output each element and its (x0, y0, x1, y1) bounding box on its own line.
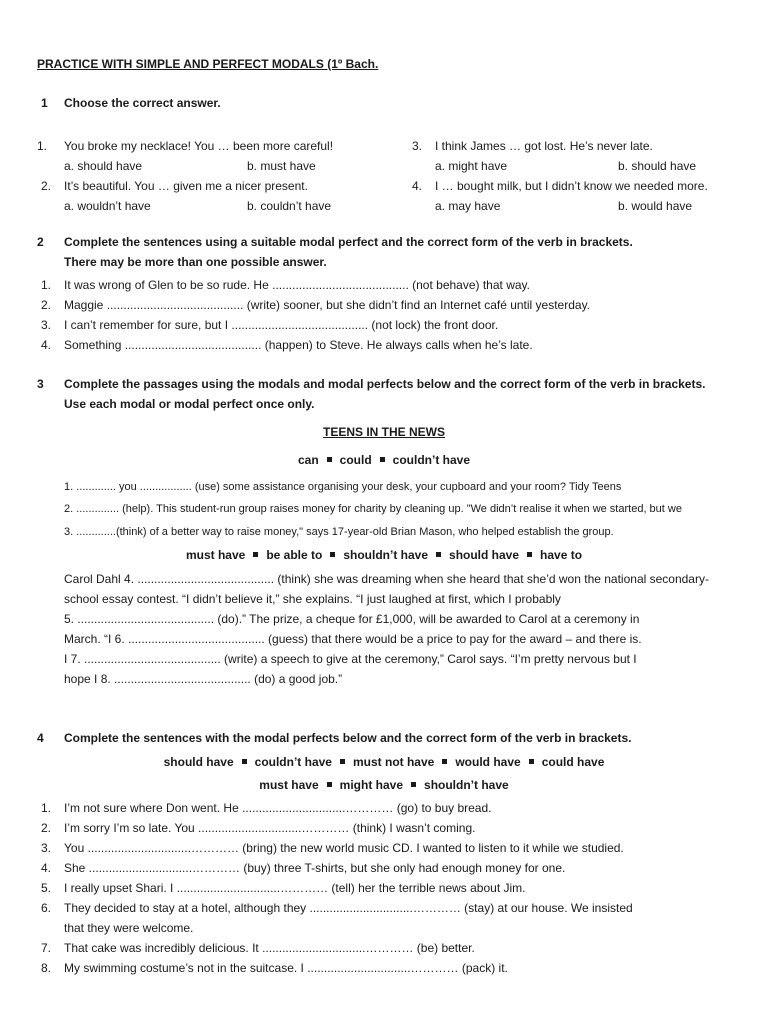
item-sentence: I’m not sure where Don went. He ...............................………… (go) to buy bread. (64, 801, 492, 815)
item-number: 7. (41, 941, 52, 955)
word-box-item: be able to (266, 548, 323, 562)
item-sentence: Something ......................................... (happen) to Steve. He always calls when he’s late. (64, 338, 533, 352)
option-a: a. should have (64, 159, 143, 173)
passage-line: March. “I 6. ......................................... (guess) that there would be a price to pay for the award – and there is. (64, 632, 642, 646)
option-b: b. must have (247, 159, 316, 173)
option-b: b. would have (618, 199, 693, 213)
ex2-instruction-note: There may be more than one possible answer. (64, 255, 327, 269)
item-number: 5. (41, 881, 52, 895)
square-bullet-icon (527, 552, 532, 557)
item-sentence: I’m sorry I’m so late. You ...............................………… (think) I wasn’t coming. (64, 821, 476, 835)
word-box-item: could have (541, 755, 605, 769)
item-number: 4. (412, 179, 423, 193)
item-sentence: You ...............................………… (bring) the new world music CD. I wanted to listen to it while we studied. (64, 841, 624, 855)
item-number: 3. (412, 139, 423, 153)
word-box-item: can (297, 453, 319, 467)
passage-line: 2. .............. (help). This student-run group raises money for charity by cleaning up. "We didn’t realise it when we started, but we (64, 503, 682, 515)
passage-line: Carol Dahl 4. ......................................... (think) she was dreaming when she heard that she’d won the national secondary- (64, 572, 709, 586)
ex4-number: 4 (37, 731, 44, 745)
passage-heading: TEENS IN THE NEWS (322, 425, 445, 439)
item-number: 1. (41, 801, 52, 815)
square-bullet-icon (242, 759, 247, 764)
square-bullet-icon (327, 457, 332, 462)
word-box (0, 548, 768, 562)
word-box-item: could (339, 453, 372, 467)
word-box-item: must have (185, 548, 246, 562)
item-question: It’s beautiful. You … given me a nicer present. (64, 179, 308, 193)
ex1-number: 1 (41, 96, 48, 110)
option-b: b. couldn’t have (247, 199, 332, 213)
ex4-instruction: Complete the sentences with the modal perfects below and the correct form of the verb in brackets. (64, 731, 632, 745)
page-title: PRACTICE WITH SIMPLE AND PERFECT MODALS (1º Bach. (37, 57, 379, 71)
passage-line: 5. ......................................... (do).” The prize, a cheque for £1,000, will be awarded to Carol at a ceremony in (64, 612, 640, 626)
item-sentence: That cake was incredibly delicious. It ...............................………… (be) better. (64, 941, 475, 955)
item-number: 4. (41, 338, 52, 352)
square-bullet-icon (442, 759, 447, 764)
item-number: 8. (41, 961, 52, 975)
item-number: 2. (41, 821, 52, 835)
item-sentence-continued: that they were welcome. (64, 921, 194, 935)
item-number: 4. (41, 861, 52, 875)
option-a: a. may have (435, 199, 501, 213)
passage-line: 3. .............(think) of a better way to raise money," says 17-year-old Brian Mason, who helped establish the group. (64, 526, 614, 538)
item-sentence: They decided to stay at a hotel, although they ...............................………… (stay) at our house. We insisted (64, 901, 633, 915)
word-box-item: couldn’t have (392, 453, 471, 467)
option-b: b. should have (618, 159, 697, 173)
ex1-instruction: Choose the correct answer. (64, 96, 221, 110)
item-number: 2. (41, 179, 52, 193)
ex3-number: 3 (37, 377, 44, 391)
item-number: 1. (37, 139, 48, 153)
word-box-item: must not have (352, 755, 435, 769)
word-box-item: couldn’t have (254, 755, 332, 769)
word-box-item: would have (455, 755, 521, 769)
item-question: I think James … got lost. He’s never late. (435, 139, 653, 153)
item-number: 3. (41, 318, 52, 332)
item-number: 3. (41, 841, 52, 855)
item-sentence: My swimming costume’s not in the suitcase. I ...............................………… (pack) it. (64, 961, 508, 975)
word-box-item: might have (339, 778, 404, 792)
square-bullet-icon (411, 782, 416, 787)
square-bullet-icon (529, 759, 534, 764)
ex2-instruction: Complete the sentences using a suitable modal perfect and the correct form of the verb in brackets. (64, 235, 633, 249)
item-number: 2. (41, 298, 52, 312)
word-box-item: shouldn’t have (343, 548, 429, 562)
square-bullet-icon (436, 552, 441, 557)
ex2-number: 2 (37, 235, 44, 249)
passage-line: hope I 8. ......................................... (do) a good job.” (64, 672, 343, 686)
item-sentence: It was wrong of Glen to be so rude. He ......................................... (not behave) that way. (64, 278, 530, 292)
square-bullet-icon (330, 552, 335, 557)
square-bullet-icon (327, 782, 332, 787)
square-bullet-icon (253, 552, 258, 557)
item-number: 6. (41, 901, 52, 915)
passage-line: school essay contest. “I didn’t believe it,” she explains. “I just laughed at first, which I probably (64, 592, 561, 606)
item-sentence: I can’t remember for sure, but I ......................................... (not lock) the front door. (64, 318, 499, 332)
passage-line: 1. ............. you ................. (use) some assistance organising your desk, your cupboard and your room? Tidy Teens (64, 481, 622, 493)
word-box-item: have to (540, 548, 583, 562)
word-box (0, 755, 768, 769)
word-box-item: should have (449, 548, 520, 562)
word-box-item: should have (163, 755, 234, 769)
item-sentence: I really upset Shari. I ...............................………… (tell) her the terrible news about Jim. (64, 881, 526, 895)
passage-line: I 7. ......................................... (write) a speech to give at the ceremony,” Carol says. “I’m pretty nervous but I (64, 652, 637, 666)
word-box-item: must have (259, 778, 319, 792)
square-bullet-icon (380, 457, 385, 462)
square-bullet-icon (340, 759, 345, 764)
ex3-instruction-note: Use each modal or modal perfect once only. (64, 397, 315, 411)
word-box (0, 778, 768, 792)
item-number: 1. (41, 278, 52, 292)
item-sentence: Maggie ......................................... (write) sooner, but she didn’t find an Internet café until yesterday. (64, 298, 591, 312)
option-a: a. might have (435, 159, 508, 173)
ex3-instruction: Complete the passages using the modals and modal perfects below and the correct form of the verb in brackets. (64, 377, 706, 391)
item-question: You broke my necklace! You … been more careful! (64, 139, 334, 153)
word-box (0, 453, 768, 467)
word-box-item: shouldn’t have (424, 778, 509, 792)
item-question: I … bought milk, but I didn’t know we needed more. (435, 179, 708, 193)
item-sentence: She ...............................………… (buy) three T-shirts, but she only had enough money for one. (64, 861, 566, 875)
option-a: a. wouldn’t have (64, 199, 151, 213)
